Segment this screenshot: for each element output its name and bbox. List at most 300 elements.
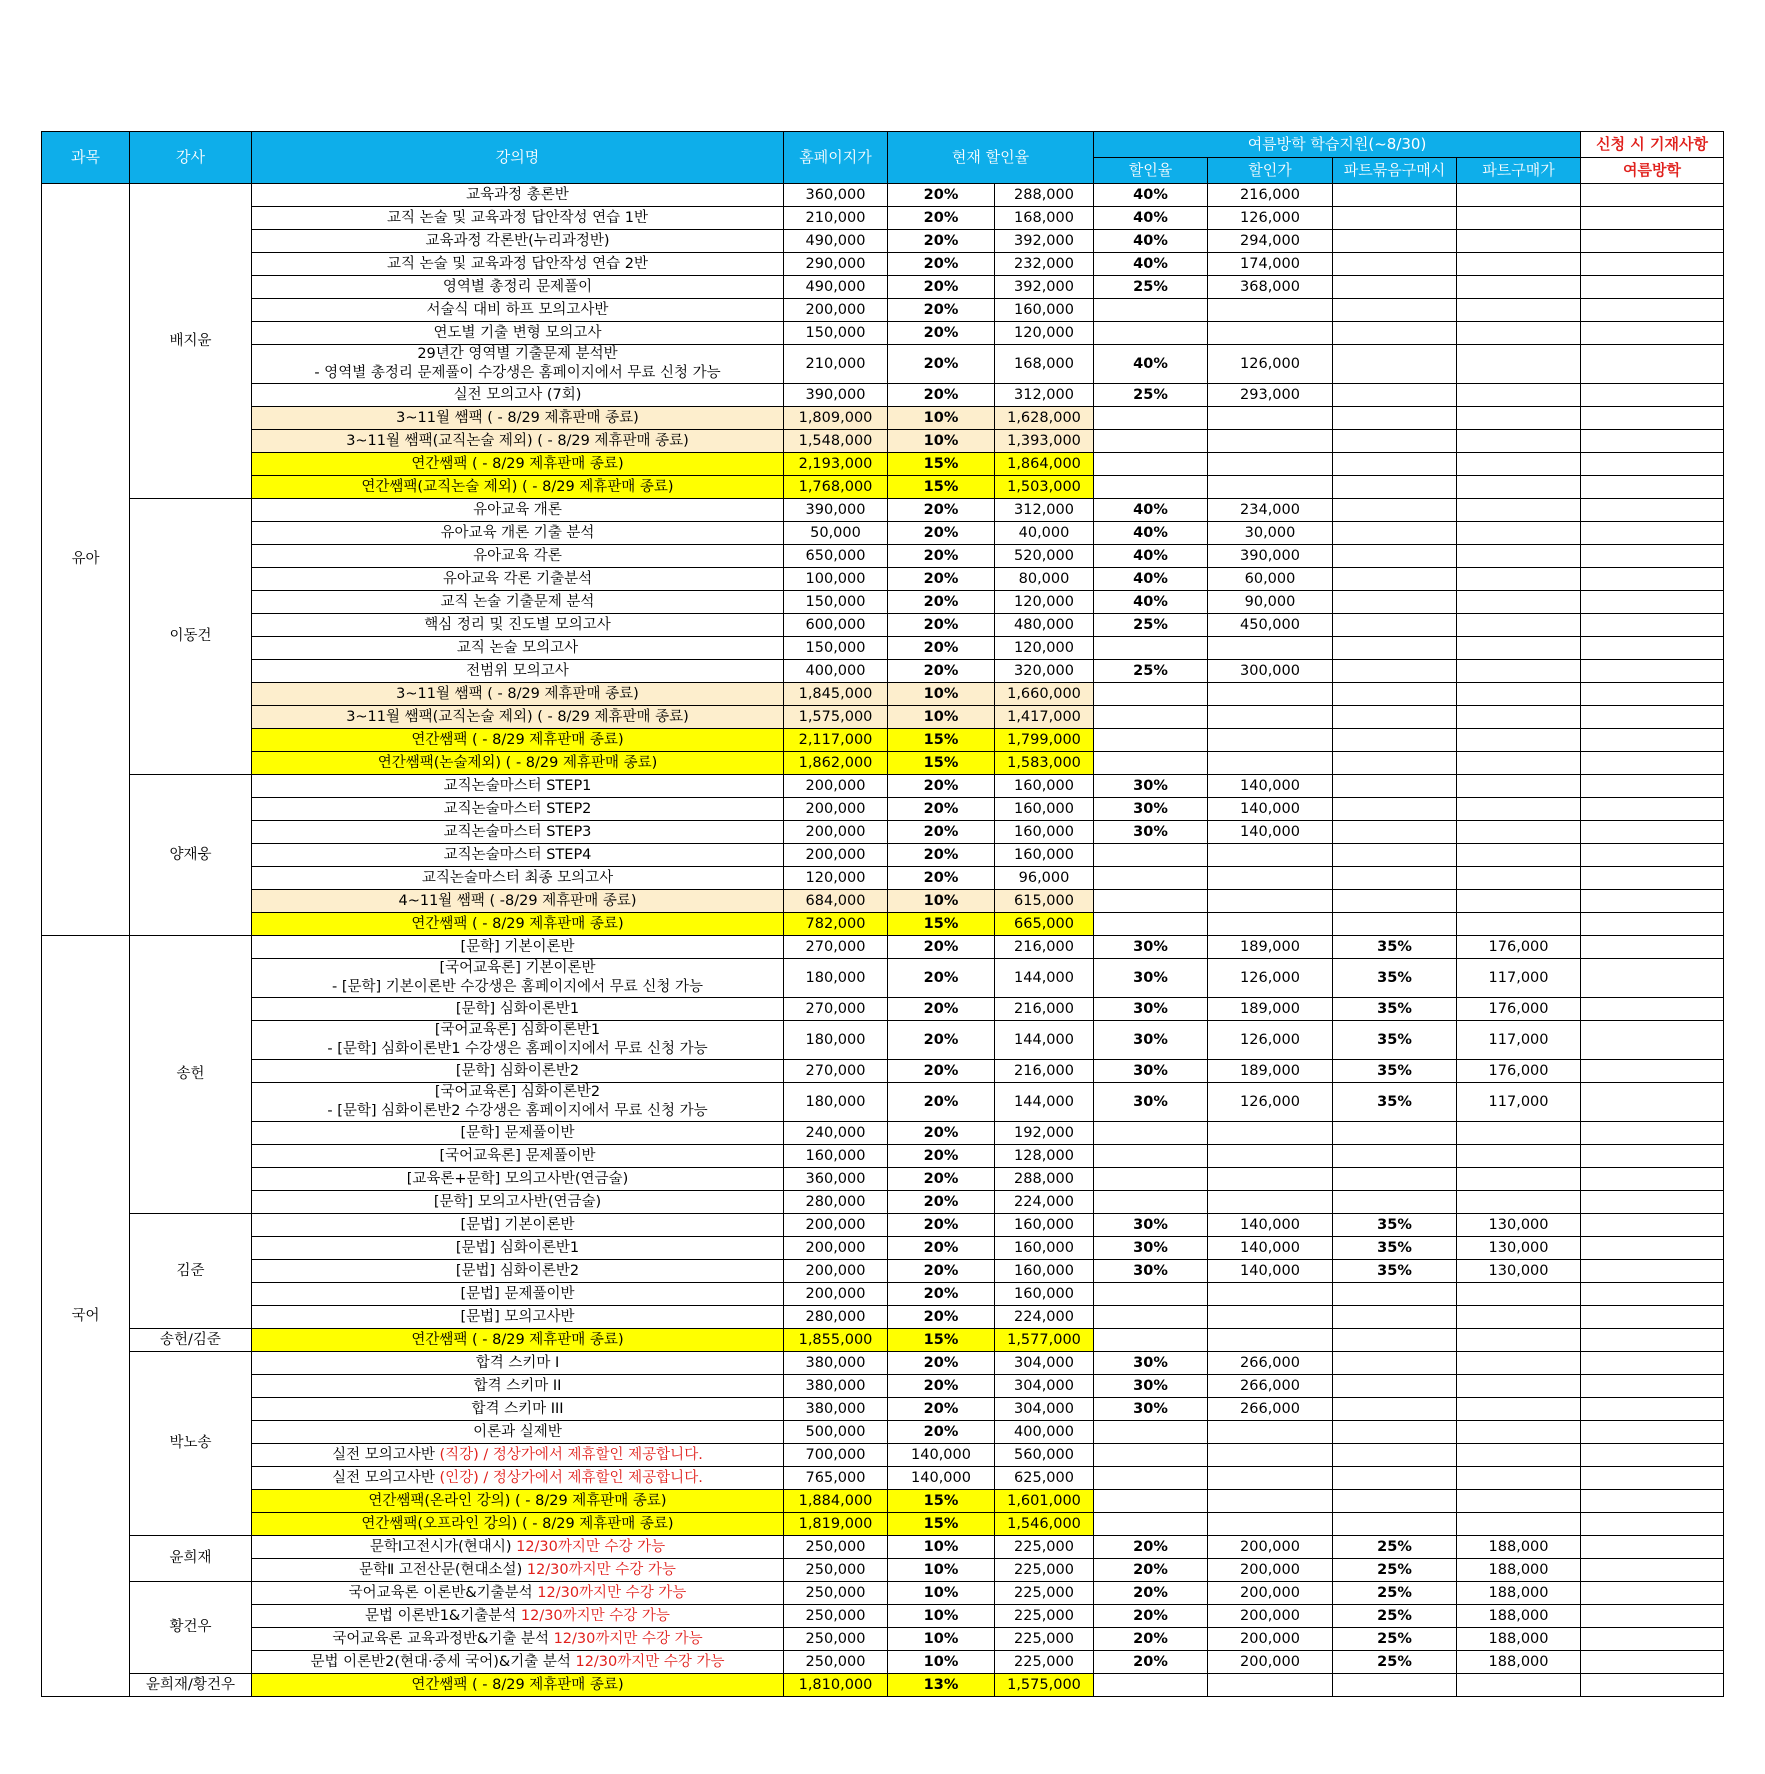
header-subject: 과목	[42, 132, 130, 184]
table-row	[42, 1444, 1724, 1467]
table-row	[42, 407, 1724, 430]
table-row	[42, 276, 1724, 299]
current-rate-cell: 20%	[888, 1283, 995, 1306]
current-rate-cell: 20%	[888, 1260, 995, 1283]
current-price-cell: 320,000	[995, 660, 1094, 683]
part-price-cell	[1457, 867, 1581, 890]
course-name-cell	[252, 706, 784, 729]
part-price-cell	[1457, 591, 1581, 614]
table-row	[42, 1168, 1724, 1191]
table-row	[42, 253, 1724, 276]
instructor-cell: 양재웅	[130, 775, 252, 936]
part-bundle-rate-cell	[1333, 1191, 1457, 1214]
homepage-price-cell: 180,000	[784, 1021, 888, 1060]
course-name-cell	[252, 752, 784, 775]
course-name: 문법 이론반2(현대·중세 국어)&기출 분석	[310, 1653, 571, 1670]
course-name-cell	[252, 1490, 784, 1513]
course-name-cell	[252, 1021, 784, 1060]
current-rate-cell: 20%	[888, 499, 995, 522]
current-rate-cell: 10%	[888, 407, 995, 430]
current-rate-cell: 15%	[888, 913, 995, 936]
course-name-cell	[252, 522, 784, 545]
part-price-cell	[1457, 729, 1581, 752]
summer-rate-cell	[1094, 729, 1208, 752]
part-price-cell	[1457, 1674, 1581, 1697]
course-name-cell	[252, 1260, 784, 1283]
part-bundle-rate-cell: 35%	[1333, 998, 1457, 1021]
summer-price-cell: 293,000	[1208, 384, 1333, 407]
part-bundle-rate-cell	[1333, 660, 1457, 683]
homepage-price-cell: 782,000	[784, 913, 888, 936]
summer-note-cell	[1581, 1398, 1724, 1421]
summer-note-cell	[1581, 1674, 1724, 1697]
summer-note-cell	[1581, 384, 1724, 407]
homepage-price-cell: 1,884,000	[784, 1490, 888, 1513]
part-price-cell	[1457, 798, 1581, 821]
header-course: 강의명	[252, 132, 784, 184]
part-price-cell	[1457, 322, 1581, 345]
table-row	[42, 1283, 1724, 1306]
part-price-cell: 117,000	[1457, 1021, 1581, 1060]
course-name-cell	[252, 1214, 784, 1237]
part-bundle-rate-cell: 35%	[1333, 936, 1457, 959]
instructor-cell: 박노송	[130, 1352, 252, 1536]
course-subnote: - [문학] 심화이론반1 수강생은 홈페이지에서 무료 신청 가능	[327, 1041, 708, 1057]
summer-note-cell	[1581, 752, 1724, 775]
summer-price-cell: 189,000	[1208, 1060, 1333, 1083]
homepage-price-cell: 280,000	[784, 1191, 888, 1214]
summer-price-cell	[1208, 407, 1333, 430]
course-name-cell	[252, 1237, 784, 1260]
part-bundle-rate-cell: 25%	[1333, 1605, 1457, 1628]
course-name-cell	[252, 1536, 784, 1559]
summer-price-cell: 189,000	[1208, 936, 1333, 959]
table-row	[42, 1559, 1724, 1582]
current-rate-cell: 13%	[888, 1674, 995, 1697]
summer-rate-cell	[1094, 637, 1208, 660]
table-row	[42, 821, 1724, 844]
part-price-cell	[1457, 1145, 1581, 1168]
course-name: 실전 모의고사반	[332, 1469, 435, 1486]
homepage-price-cell: 1,845,000	[784, 683, 888, 706]
course-name: [문법] 문제풀이반	[460, 1285, 575, 1302]
header-summer-support: 여름방학 학습지원(~8/30)	[1094, 132, 1581, 158]
current-price-cell: 160,000	[995, 821, 1094, 844]
table-row	[42, 1122, 1724, 1145]
part-bundle-rate-cell	[1333, 345, 1457, 384]
part-price-cell	[1457, 1398, 1581, 1421]
summer-note-cell	[1581, 729, 1724, 752]
summer-price-cell: 200,000	[1208, 1651, 1333, 1674]
current-rate-cell: 20%	[888, 1191, 995, 1214]
summer-rate-cell	[1094, 1168, 1208, 1191]
course-name: 유아교육 개론 기출 분석	[440, 524, 595, 541]
part-price-cell: 188,000	[1457, 1582, 1581, 1605]
current-rate-cell: 20%	[888, 1060, 995, 1083]
part-bundle-rate-cell	[1333, 299, 1457, 322]
homepage-price-cell: 150,000	[784, 637, 888, 660]
homepage-price-cell: 360,000	[784, 1168, 888, 1191]
current-price-cell: 225,000	[995, 1582, 1094, 1605]
part-price-cell	[1457, 430, 1581, 453]
homepage-price-cell: 200,000	[784, 844, 888, 867]
summer-note-cell	[1581, 1191, 1724, 1214]
part-bundle-rate-cell: 35%	[1333, 959, 1457, 998]
course-name: 교직 논술 기출문제 분석	[440, 593, 595, 610]
course-name: 4~11월 쌤팩 ( -8/29 제휴판매 종료)	[398, 892, 637, 909]
summer-rate-cell: 30%	[1094, 1021, 1208, 1060]
homepage-price-cell: 200,000	[784, 775, 888, 798]
current-price-cell: 312,000	[995, 499, 1094, 522]
part-bundle-rate-cell	[1333, 867, 1457, 890]
summer-note-cell	[1581, 683, 1724, 706]
summer-rate-cell: 30%	[1094, 1352, 1208, 1375]
summer-price-cell	[1208, 637, 1333, 660]
summer-price-cell: 140,000	[1208, 798, 1333, 821]
header-required-note: 신청 시 기재사항	[1581, 132, 1724, 158]
table-row	[42, 998, 1724, 1021]
current-price-cell: 480,000	[995, 614, 1094, 637]
table-row	[42, 936, 1724, 959]
course-note: (직강) / 정상가에서 제휴할인 제공합니다.	[439, 1446, 703, 1463]
part-price-cell	[1457, 522, 1581, 545]
course-name: 연간쌤팩 ( - 8/29 제휴판매 종료)	[411, 915, 624, 932]
course-name-cell	[252, 253, 784, 276]
summer-price-cell	[1208, 1168, 1333, 1191]
summer-price-cell	[1208, 706, 1333, 729]
current-price-cell: 1,601,000	[995, 1490, 1094, 1513]
part-price-cell	[1457, 1352, 1581, 1375]
summer-price-cell	[1208, 1306, 1333, 1329]
homepage-price-cell: 270,000	[784, 1060, 888, 1083]
part-bundle-rate-cell	[1333, 1444, 1457, 1467]
current-price-cell: 224,000	[995, 1191, 1094, 1214]
part-price-cell	[1457, 384, 1581, 407]
part-price-cell	[1457, 253, 1581, 276]
current-rate-cell: 20%	[888, 1237, 995, 1260]
current-rate-cell: 20%	[888, 614, 995, 637]
part-bundle-rate-cell	[1333, 1168, 1457, 1191]
part-price-cell	[1457, 568, 1581, 591]
homepage-price-cell: 650,000	[784, 545, 888, 568]
current-rate-cell: 10%	[888, 683, 995, 706]
course-name-cell	[252, 384, 784, 407]
part-price-cell	[1457, 407, 1581, 430]
part-price-cell	[1457, 752, 1581, 775]
current-rate-cell: 20%	[888, 1168, 995, 1191]
summer-rate-cell	[1094, 1329, 1208, 1352]
summer-note-cell	[1581, 1168, 1724, 1191]
summer-price-cell: 189,000	[1208, 998, 1333, 1021]
part-bundle-rate-cell	[1333, 499, 1457, 522]
homepage-price-cell: 120,000	[784, 867, 888, 890]
summer-price-cell: 368,000	[1208, 276, 1333, 299]
part-price-cell: 188,000	[1457, 1559, 1581, 1582]
course-name: 유아교육 개론	[473, 501, 562, 518]
summer-price-cell: 266,000	[1208, 1352, 1333, 1375]
header-price: 할인가	[1208, 158, 1333, 184]
summer-price-cell: 90,000	[1208, 591, 1333, 614]
part-bundle-rate-cell: 35%	[1333, 1060, 1457, 1083]
summer-price-cell: 294,000	[1208, 230, 1333, 253]
current-price-cell: 225,000	[995, 1559, 1094, 1582]
summer-note-cell	[1581, 1582, 1724, 1605]
course-name: [국어교육론] 심화이론반2	[434, 1084, 601, 1100]
current-rate-cell: 20%	[888, 798, 995, 821]
summer-rate-cell	[1094, 1122, 1208, 1145]
current-rate-cell: 15%	[888, 729, 995, 752]
homepage-price-cell: 250,000	[784, 1651, 888, 1674]
part-price-cell: 188,000	[1457, 1536, 1581, 1559]
summer-price-cell: 266,000	[1208, 1398, 1333, 1421]
part-bundle-rate-cell	[1333, 1145, 1457, 1168]
summer-rate-cell: 40%	[1094, 253, 1208, 276]
current-rate-cell: 20%	[888, 637, 995, 660]
current-rate-cell: 20%	[888, 253, 995, 276]
summer-note-cell	[1581, 775, 1724, 798]
part-bundle-rate-cell	[1333, 798, 1457, 821]
summer-note-cell	[1581, 545, 1724, 568]
summer-rate-cell	[1094, 1421, 1208, 1444]
summer-rate-cell: 30%	[1094, 998, 1208, 1021]
course-name-cell	[252, 1651, 784, 1674]
summer-rate-cell: 30%	[1094, 1060, 1208, 1083]
course-name-cell	[252, 1398, 784, 1421]
course-subnote: - [문학] 기본이론반 수강생은 홈페이지에서 무료 신청 가능	[332, 979, 703, 995]
part-bundle-rate-cell: 25%	[1333, 1536, 1457, 1559]
part-bundle-rate-cell	[1333, 453, 1457, 476]
course-name-cell	[252, 1145, 784, 1168]
current-rate-cell: 20%	[888, 1214, 995, 1237]
part-bundle-rate-cell: 25%	[1333, 1559, 1457, 1582]
course-name: 연간쌤팩(오프라인 강의) ( - 8/29 제휴판매 종료)	[361, 1515, 674, 1532]
summer-price-cell	[1208, 683, 1333, 706]
summer-rate-cell	[1094, 1490, 1208, 1513]
summer-rate-cell	[1094, 1306, 1208, 1329]
homepage-price-cell: 360,000	[784, 184, 888, 207]
part-bundle-rate-cell	[1333, 253, 1457, 276]
summer-price-cell: 234,000	[1208, 499, 1333, 522]
summer-price-cell: 140,000	[1208, 1214, 1333, 1237]
homepage-price-cell: 500,000	[784, 1421, 888, 1444]
summer-note-cell	[1581, 230, 1724, 253]
homepage-price-cell: 684,000	[784, 890, 888, 913]
table-row	[42, 476, 1724, 499]
homepage-price-cell: 490,000	[784, 276, 888, 299]
course-name-cell	[252, 1674, 784, 1697]
homepage-price-cell: 100,000	[784, 568, 888, 591]
current-price-cell: 1,417,000	[995, 706, 1094, 729]
homepage-price-cell: 390,000	[784, 499, 888, 522]
part-bundle-rate-cell	[1333, 1283, 1457, 1306]
part-price-cell: 188,000	[1457, 1605, 1581, 1628]
part-bundle-rate-cell: 35%	[1333, 1083, 1457, 1122]
summer-price-cell	[1208, 1145, 1333, 1168]
current-price-cell: 1,575,000	[995, 1674, 1094, 1697]
table-row	[42, 299, 1724, 322]
summer-rate-cell: 30%	[1094, 1260, 1208, 1283]
course-name: 문법 이론반1&기출분석	[365, 1607, 517, 1624]
summer-note-cell	[1581, 844, 1724, 867]
instructor-cell: 김준	[130, 1214, 252, 1329]
current-rate-cell: 20%	[888, 545, 995, 568]
course-name-cell	[252, 568, 784, 591]
homepage-price-cell: 400,000	[784, 660, 888, 683]
course-note: 12/30까지만 수강 가능	[520, 1607, 670, 1624]
table-row	[42, 1421, 1724, 1444]
summer-price-cell: 126,000	[1208, 345, 1333, 384]
part-bundle-rate-cell	[1333, 1490, 1457, 1513]
summer-rate-cell: 20%	[1094, 1536, 1208, 1559]
homepage-price-cell: 1,862,000	[784, 752, 888, 775]
current-rate-cell: 20%	[888, 299, 995, 322]
current-price-cell: 216,000	[995, 936, 1094, 959]
homepage-price-cell: 390,000	[784, 384, 888, 407]
summer-price-cell: 200,000	[1208, 1628, 1333, 1651]
part-price-cell	[1457, 1329, 1581, 1352]
current-rate-cell: 20%	[888, 1306, 995, 1329]
summer-price-cell	[1208, 1421, 1333, 1444]
instructor-cell: 송헌	[130, 936, 252, 1214]
current-rate-cell: 20%	[888, 207, 995, 230]
table-row	[42, 1237, 1724, 1260]
homepage-price-cell: 250,000	[784, 1605, 888, 1628]
summer-rate-cell: 25%	[1094, 384, 1208, 407]
summer-price-cell	[1208, 299, 1333, 322]
course-name: [국어교육론] 문제풀이반	[439, 1147, 596, 1164]
course-name: 교직 논술 모의고사	[456, 639, 579, 656]
part-bundle-rate-cell: 25%	[1333, 1582, 1457, 1605]
table-row	[42, 207, 1724, 230]
summer-rate-cell	[1094, 913, 1208, 936]
course-name-cell	[252, 1513, 784, 1536]
summer-price-cell	[1208, 1674, 1333, 1697]
summer-rate-cell	[1094, 322, 1208, 345]
homepage-price-cell: 200,000	[784, 1260, 888, 1283]
part-price-cell	[1457, 683, 1581, 706]
current-rate-cell: 15%	[888, 1329, 995, 1352]
course-name-cell	[252, 959, 784, 998]
course-name-cell	[252, 499, 784, 522]
course-name-cell	[252, 1375, 784, 1398]
homepage-price-cell: 1,548,000	[784, 430, 888, 453]
summer-note-cell	[1581, 1513, 1724, 1536]
summer-rate-cell	[1094, 706, 1208, 729]
current-rate-cell: 20%	[888, 568, 995, 591]
course-name-cell	[252, 1060, 784, 1083]
summer-rate-cell	[1094, 867, 1208, 890]
instructor-cell: 윤희재	[130, 1536, 252, 1582]
table-row	[42, 1214, 1724, 1237]
summer-note-cell	[1581, 998, 1724, 1021]
course-name-cell	[252, 545, 784, 568]
homepage-price-cell: 280,000	[784, 1306, 888, 1329]
summer-price-cell	[1208, 1283, 1333, 1306]
part-bundle-rate-cell: 35%	[1333, 1237, 1457, 1260]
table-row	[42, 614, 1724, 637]
summer-rate-cell: 30%	[1094, 1214, 1208, 1237]
course-name-cell	[252, 299, 784, 322]
course-name: 교직논술마스터 STEP2	[443, 800, 592, 817]
header-rate: 할인율	[1094, 158, 1208, 184]
summer-note-cell	[1581, 637, 1724, 660]
course-name-cell	[252, 230, 784, 253]
course-note: 12/30까지만 수강 가능	[553, 1630, 703, 1647]
summer-note-cell	[1581, 1306, 1724, 1329]
current-rate-cell: 10%	[888, 1559, 995, 1582]
course-name-cell	[252, 430, 784, 453]
course-name-cell	[252, 1467, 784, 1490]
summer-rate-cell: 40%	[1094, 207, 1208, 230]
course-name: 합격 스키마 III	[471, 1400, 564, 1417]
part-price-cell: 130,000	[1457, 1237, 1581, 1260]
course-name-cell	[252, 453, 784, 476]
part-price-cell	[1457, 1122, 1581, 1145]
summer-price-cell: 200,000	[1208, 1559, 1333, 1582]
summer-rate-cell: 30%	[1094, 1083, 1208, 1122]
part-bundle-rate-cell: 35%	[1333, 1214, 1457, 1237]
homepage-price-cell: 200,000	[784, 1237, 888, 1260]
summer-price-cell: 140,000	[1208, 821, 1333, 844]
current-price-cell: 1,393,000	[995, 430, 1094, 453]
current-price-cell: 225,000	[995, 1536, 1094, 1559]
course-name-cell	[252, 591, 784, 614]
current-price-cell: 1,583,000	[995, 752, 1094, 775]
part-price-cell	[1457, 913, 1581, 936]
homepage-price-cell: 250,000	[784, 1559, 888, 1582]
part-price-cell	[1457, 821, 1581, 844]
course-note: 12/30까지만 수강 가능	[526, 1561, 676, 1578]
homepage-price-cell: 150,000	[784, 322, 888, 345]
summer-rate-cell: 40%	[1094, 499, 1208, 522]
course-name-cell	[252, 1605, 784, 1628]
part-bundle-rate-cell	[1333, 752, 1457, 775]
header-part-price: 파트구매가	[1457, 158, 1581, 184]
part-price-cell	[1457, 1421, 1581, 1444]
homepage-price-cell: 180,000	[784, 959, 888, 998]
table-row	[42, 545, 1724, 568]
current-rate-cell: 10%	[888, 706, 995, 729]
part-price-cell	[1457, 299, 1581, 322]
current-price-cell: 665,000	[995, 913, 1094, 936]
current-rate-cell: 20%	[888, 775, 995, 798]
course-name: [국어교육론] 심화이론반1	[434, 1022, 601, 1038]
table-row	[42, 1060, 1724, 1083]
course-name: [문법] 모의고사반	[460, 1308, 575, 1325]
part-bundle-rate-cell	[1333, 821, 1457, 844]
course-name: 전범위 모의고사	[466, 662, 569, 679]
course-name-cell	[252, 1352, 784, 1375]
current-price-cell: 128,000	[995, 1145, 1094, 1168]
summer-price-cell	[1208, 867, 1333, 890]
course-name: [국어교육론] 기본이론반	[439, 960, 596, 976]
current-rate-cell: 20%	[888, 1352, 995, 1375]
part-bundle-rate-cell	[1333, 775, 1457, 798]
summer-note-cell	[1581, 936, 1724, 959]
summer-price-cell	[1208, 1191, 1333, 1214]
table-row	[42, 1021, 1724, 1060]
course-name-cell	[252, 1168, 784, 1191]
summer-note-cell	[1581, 1214, 1724, 1237]
part-bundle-rate-cell	[1333, 230, 1457, 253]
course-name: [교육론+문학] 모의고사반(연금술)	[406, 1170, 629, 1187]
part-bundle-rate-cell	[1333, 1467, 1457, 1490]
course-name: [문학] 기본이론반	[460, 938, 575, 955]
homepage-price-cell: 380,000	[784, 1398, 888, 1421]
summer-note-cell	[1581, 1237, 1724, 1260]
course-name: 교직 논술 및 교육과정 답안작성 연습 2반	[387, 255, 648, 272]
summer-price-cell: 126,000	[1208, 207, 1333, 230]
